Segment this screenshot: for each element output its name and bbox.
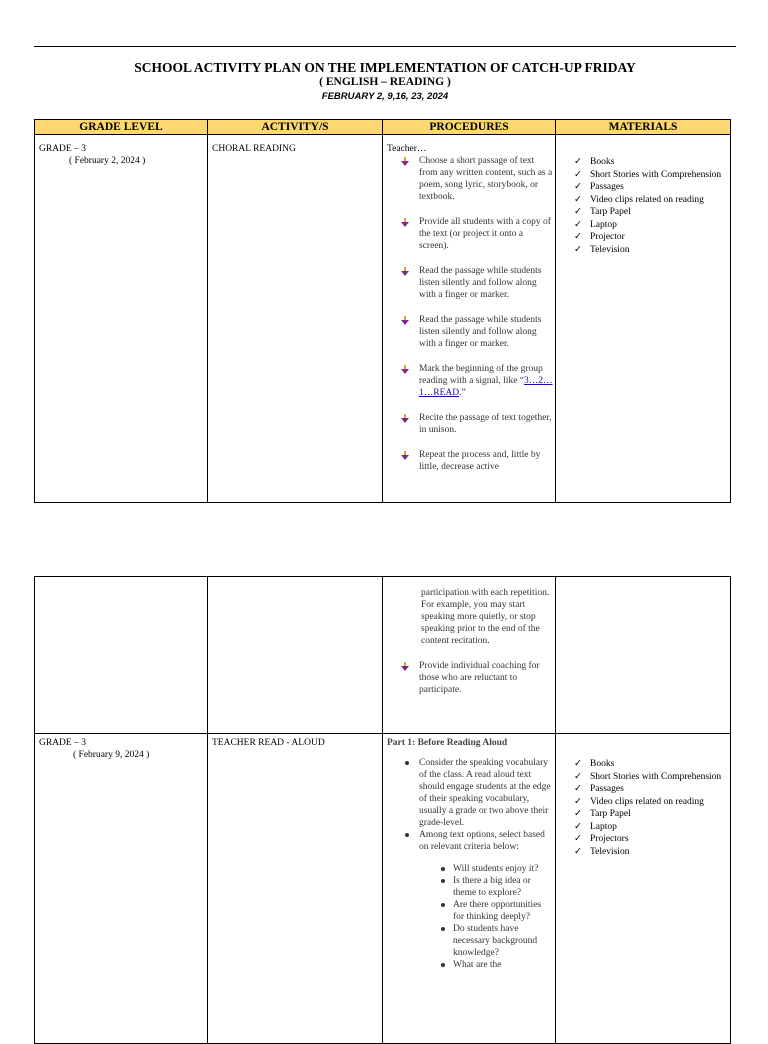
checkmark-icon: ✓ <box>574 759 582 769</box>
bullet-icon <box>441 963 445 967</box>
list-item: ✓ Projectors <box>574 834 629 844</box>
document-subtitle: ( ENGLISH – READING ) <box>319 76 451 88</box>
arrow-down-icon <box>401 662 409 671</box>
top-rule <box>34 46 736 47</box>
arrow-down-icon <box>401 365 409 374</box>
criteria-list <box>401 863 553 971</box>
checkmark-icon: ✓ <box>574 207 582 217</box>
checkmark-icon: ✓ <box>574 157 582 167</box>
col-header-activity: ACTIVITY/S <box>208 120 383 135</box>
list-item: Mark the beginning of the group reading with a signal, like “3…2…1…READ.” <box>401 363 553 399</box>
list-item: Read the passage while students listen silently and follow along with a finger or marker. <box>401 265 553 301</box>
materials-cell <box>556 734 731 1044</box>
list-item: ✓ Passages <box>574 182 624 192</box>
materials-list <box>556 758 730 858</box>
list-item: participation with each repetition. For example, you may start speaking more quietly, or stop speaking prior to the end of the content recitation. <box>421 588 550 646</box>
list-item: ✓ Short Stories with Comprehension <box>574 169 722 180</box>
list-item: ✓ Video clips related on reading <box>574 194 704 205</box>
list-item: Will students enjoy it? <box>437 863 553 875</box>
grade-cell <box>35 135 208 503</box>
activity-cell <box>208 734 383 1044</box>
list-item: Consider the speaking vocabulary of the class. A read aloud text should engage students at the edge of their speaking vocabulary, usually a grade or two above their grade-level. <box>401 757 553 829</box>
list-item: Choose a short passage of text from any written content, such as a poem, song lyric, storybook, or textbook. <box>401 155 553 203</box>
arrow-down-icon <box>401 414 409 423</box>
signal-link[interactable]: 3…2…1…READ <box>419 376 553 398</box>
materials-cell <box>556 577 731 734</box>
checkmark-icon: ✓ <box>574 169 582 180</box>
procedures-cell <box>383 135 556 503</box>
list-item: ✓ Passages <box>574 784 624 794</box>
checkmark-icon: ✓ <box>574 244 582 255</box>
checkmark-icon: ✓ <box>574 846 582 857</box>
checkmark-icon: ✓ <box>574 821 582 832</box>
grade-level: GRADE – 3 <box>39 144 86 154</box>
materials-list <box>556 156 730 256</box>
col-header-procedures: PROCEDURES <box>383 120 556 135</box>
arrow-down-icon <box>401 267 409 276</box>
activity-plan-table-page2 <box>34 576 731 1044</box>
list-item: ✓ Video clips related on reading <box>574 796 704 807</box>
grade-level: GRADE – 3 <box>39 738 86 748</box>
arrow-down-icon <box>401 218 409 227</box>
list-item: ✓ Books <box>574 157 615 167</box>
col-header-materials: MATERIALS <box>556 120 731 135</box>
list-item: Recite the passage of text together, in unison. <box>401 412 553 436</box>
list-item: Are there opportunities for thinking deeply? <box>437 899 553 923</box>
document-dates: FEBRUARY 2, 9,16, 23, 2024 <box>321 91 449 102</box>
activity-cell <box>208 135 383 503</box>
procedure-bullets <box>387 757 553 971</box>
table-row <box>35 135 731 503</box>
list-item: ✓ Tarp Papel <box>574 207 631 217</box>
procedures-cell <box>383 734 556 1044</box>
list-item: What are the <box>437 959 553 971</box>
checkmark-icon: ✓ <box>574 219 582 230</box>
procedures-cell <box>383 577 556 734</box>
document-title: SCHOOL ACTIVITY PLAN ON THE IMPLEMENTATION OF CATCH-UP FRIDAY <box>134 60 636 75</box>
list-item: ✓ Laptop <box>574 219 617 230</box>
activity-cell <box>208 577 383 734</box>
procedure-steps-continued <box>387 587 553 696</box>
table-row <box>35 734 731 1044</box>
table-header-row <box>35 120 731 135</box>
list-item: ✓ Projector <box>574 232 625 242</box>
bullet-icon <box>405 761 409 765</box>
bullet-icon <box>441 879 445 883</box>
activity-name: TEACHER READ - ALOUD <box>212 738 325 748</box>
materials-cell <box>556 135 731 503</box>
bullet-icon <box>405 833 409 837</box>
grade-cell <box>35 577 208 734</box>
document-header <box>34 60 736 104</box>
grade-date: ( February 2, 2024 ) <box>69 156 146 166</box>
part-heading: Part 1: Before Reading Aloud <box>387 738 508 748</box>
activity-plan-table-page1 <box>34 119 731 503</box>
checkmark-icon: ✓ <box>574 194 582 205</box>
arrow-down-icon <box>401 451 409 460</box>
arrow-down-icon <box>401 316 409 325</box>
list-item: Read the passage while students listen silently and follow along with a finger or marker. <box>401 314 553 350</box>
col-header-grade: GRADE LEVEL <box>35 120 208 135</box>
grade-date: ( February 9, 2024 ) <box>73 750 150 760</box>
checkmark-icon: ✓ <box>574 796 582 807</box>
bullet-icon <box>441 927 445 931</box>
list-item: Among text options, select based on relevant criteria below: Will students enjoy it? Is there a big idea or theme to explore? Are there opportunities for thinking deeply? Do students have necessary background knowledge? What are the <box>401 829 553 971</box>
list-item: Provide individual coaching for those who are reluctant to participate. <box>401 660 553 696</box>
list-item: Is there a big idea or theme to explore? <box>437 875 553 899</box>
list-item: Provide all students with a copy of the text (or project it onto a screen). <box>401 216 553 252</box>
bullet-icon <box>441 867 445 871</box>
table-row <box>35 577 731 734</box>
list-item: ✓ Tarp Papel <box>574 809 631 819</box>
list-item: ✓ Television <box>574 846 630 857</box>
checkmark-icon: ✓ <box>574 182 582 192</box>
checkmark-icon: ✓ <box>574 784 582 794</box>
checkmark-icon: ✓ <box>574 232 582 242</box>
list-item: ✓ Laptop <box>574 821 617 832</box>
activity-name: CHORAL READING <box>212 144 296 154</box>
bullet-icon <box>441 903 445 907</box>
procedure-steps <box>387 155 553 473</box>
list-item: Do students have necessary background knowledge? <box>437 923 553 959</box>
list-item: Repeat the process and, little by little, decrease active <box>401 449 553 473</box>
list-item: ✓ Short Stories with Comprehension <box>574 771 722 782</box>
grade-cell <box>35 734 208 1044</box>
list-item: ✓ Television <box>574 244 630 255</box>
list-item: ✓ Books <box>574 759 615 769</box>
procedures-intro: Teacher… <box>387 144 427 154</box>
checkmark-icon: ✓ <box>574 834 582 844</box>
arrow-down-icon <box>401 157 409 166</box>
checkmark-icon: ✓ <box>574 809 582 819</box>
checkmark-icon: ✓ <box>574 771 582 782</box>
